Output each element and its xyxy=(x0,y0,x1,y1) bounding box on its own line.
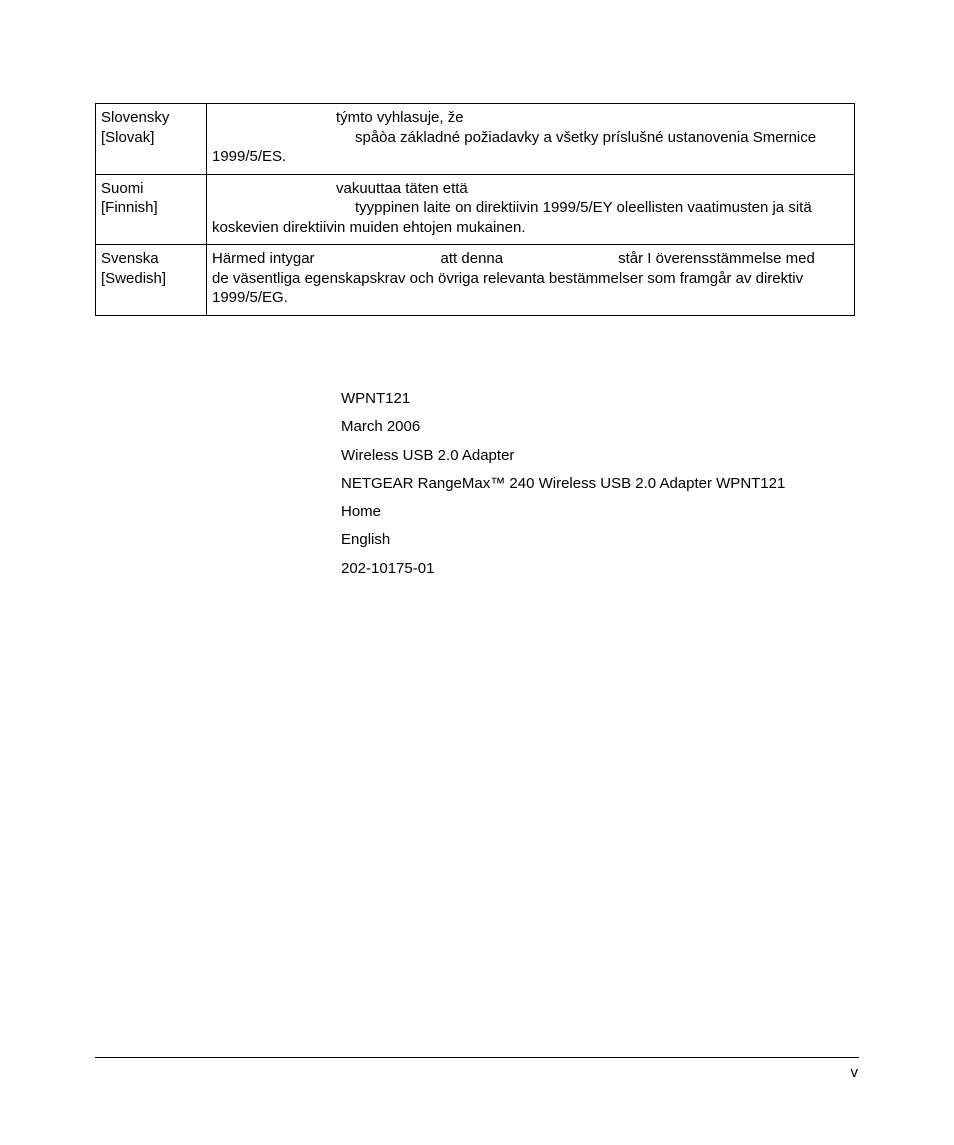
publication-part-number: 202-10175-01 xyxy=(341,559,435,577)
language-cell xyxy=(96,245,207,316)
publication-date: March 2006 xyxy=(341,418,421,436)
declaration-table xyxy=(95,103,855,316)
declaration-text-cell xyxy=(207,174,855,245)
language-english-name: [Swedish] xyxy=(101,269,167,287)
page-number: v xyxy=(850,1064,858,1081)
declaration-line xyxy=(212,249,849,269)
declaration-line: 1999/5/EG. xyxy=(212,289,288,306)
declaration-line: spåòa základné požiadavky a všetky príslušné ustanovenia Smernice xyxy=(355,128,817,146)
footer-divider xyxy=(95,1057,859,1058)
language-english-name: [Slovak] xyxy=(101,128,155,146)
language-name: Slovensky xyxy=(101,109,170,126)
declaration-text-cell xyxy=(207,104,855,175)
product-family: Wireless USB 2.0 Adapter xyxy=(341,446,515,464)
declaration-row-finnish xyxy=(96,174,855,245)
product-category: Home xyxy=(341,503,382,521)
language-name: Svenska xyxy=(101,250,159,267)
language-cell xyxy=(96,174,207,245)
declaration-line: koskevien direktiivin muiden ehtojen mukainen. xyxy=(212,218,526,236)
product-model: WPNT121 xyxy=(341,390,411,407)
language: English xyxy=(341,531,391,549)
language-english-name: [Finnish] xyxy=(101,199,158,216)
declaration-text-cell xyxy=(207,245,855,316)
language-cell xyxy=(96,104,207,175)
declaration-line: vakuuttaa täten että xyxy=(336,179,468,197)
declaration-line: 1999/5/ES. xyxy=(212,148,287,165)
declaration-row-swedish xyxy=(96,245,855,316)
declaration-fragment: Härmed intygar xyxy=(212,250,315,267)
declaration-line: týmto vyhlasuje, že xyxy=(336,109,464,126)
language-name: Suomi xyxy=(101,179,144,197)
declaration-line: de väsentliga egenskapskrav och övriga relevanta bestämmelser som framgår av direktiv xyxy=(212,269,804,287)
declaration-fragment: står I överensstämmelse med xyxy=(618,250,815,267)
declaration-line: tyyppinen laite on direktiivin 1999/5/EY oleellisten vaatimusten ja sitä xyxy=(355,199,812,216)
declaration-fragment: att denna xyxy=(440,250,504,267)
product-name: NETGEAR RangeMax™ 240 Wireless USB 2.0 Adapter WPNT121 xyxy=(341,474,786,492)
product-info-list xyxy=(341,389,785,587)
declaration-row-slovak xyxy=(96,104,855,175)
